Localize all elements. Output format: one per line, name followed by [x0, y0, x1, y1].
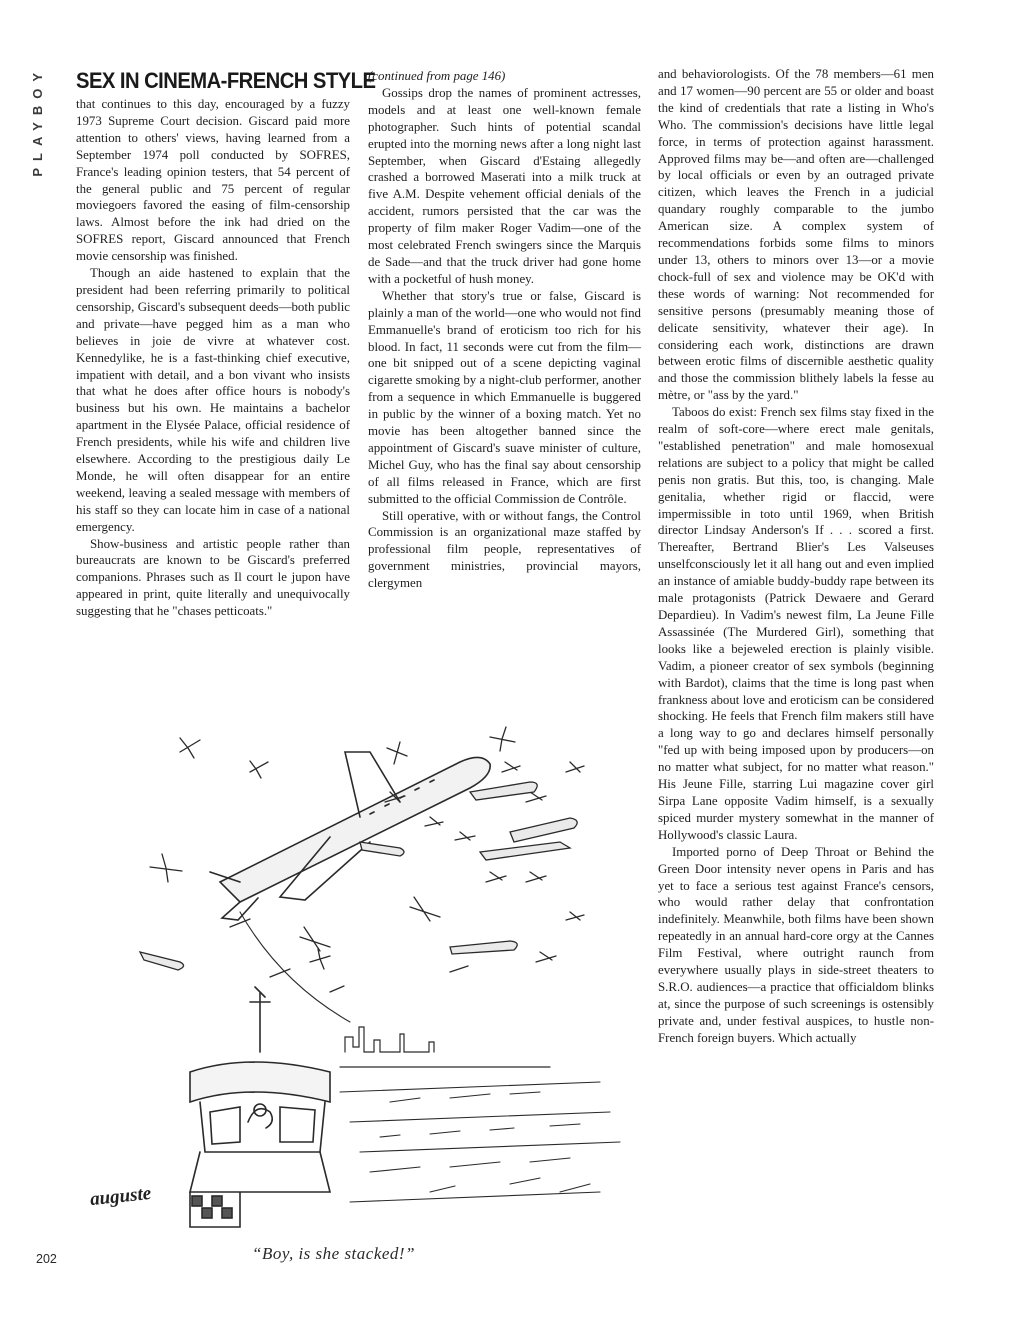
paragraph: Imported porno of Deep Throat or Behind the Green Door intensity never opens in Paris and has yet to face a serious test against France's censors, who would rather delay that confrontation indefinitely. Meanwhile, both films have been shown repeatedly in an annual hard-core orgy at the Cannes Film Festival, where outright raunch from everywhere usually plays in side-street theaters to S.R.O. audiences—a practice that officialdom blinks at, since the purpose of such screenings is ostensibly private and, under festival auspices, to hustle non-French foreign buyers. Which actually — [658, 844, 934, 1045]
control-tower-icon — [190, 987, 330, 1227]
cartoon-caption: “Boy, is she stacked!” — [252, 1244, 416, 1263]
paragraph: and behaviorologists. Of the 78 members—61 men and 17 women—90 percent are 55 or older and boast the kind of credentials that rate a listing in Who's Who. The commission's decisions have little legal force, in terms of protection against harassment. Approved films may be—and often are—challenged by local officials or even by an outraged private citizen, which leaves the French in a judicial quandary roughly comparable to the jumbo American size. A complex system of recommendations forbids some films to minors under 13, others to minors over 13—or a movie chock-full of sex and violence may be OK'd with these words of warning: Not recommended for sensitive persons (presumably meaning those of delicate sensitivity, whatever their age). In considering each work, distinctions are drawn between erotic films of discernible aesthetic quality and those the commission blithely labels la fesse au mètre, or "ass by the yard." — [658, 67, 934, 403]
paragraph: Though an aide hastened to explain that the president had been referring primarily to political censorship, Giscard's subsequent deeds—both public and private—have pegged him as a man who believes in joie de vivre at whatever cost. Kennedylike, he is a fast-thinking chief executive, impatient with detail, and a bon vivant who insists that what he does after office hours is nobody's business but his own. He maintains a bachelor apartment in the Elysée Palace, official residence of French presidents, while his wife and children live elsewhere. According to the prestigious daily Le Monde, he will often disappear for an entire weekend, leaving a sealed message with members of his staff so they can locate him in case of a national emergency. — [76, 266, 350, 534]
paragraph: Still operative, with or without fangs, the Control Commission is an organizational maze staffed by professional film people, representatives of government ministries, provincial mayors, clergymen — [368, 508, 641, 591]
masthead: PLAYBOY — [30, 66, 45, 177]
airplanes-icon — [140, 727, 584, 992]
city-skyline-icon — [340, 1027, 550, 1067]
page-number: 202 — [36, 1252, 57, 1266]
continued-note: (continued from page 146) — [368, 69, 506, 83]
paragraph: Whether that story's true or false, Giscard is plainly a man of the world—one who would not find Emmanuelle's brand of eroticism too rich for his blood. In fact, 11 seconds were cut from the film—one bit snipped out of a scene depicting vaginal cigarette smoking by a night-club performer, another from a sequence in which Emmanuelle is buggered in public by the winner of a boxing match. Yet no movie has been altogether banned since the appointment of Giscard's suave minister of culture, Michel Guy, who has the final say about censorship of all films released in France, which are first submitted to the official Commission de Contrôle. — [368, 288, 641, 506]
paragraph: that continues to this day, encouraged by a fuzzy 1973 Supreme Court decision. Giscard paid more attention to others' views, having learned from a September 1974 poll conducted by SOFRES, France's leading opinion testers, that 54 percent of the general public and 75 percent of regular moviegoers favored the easing of film-censorship laws. Almost before the ink had dried on the SOFRES report, Giscard announced that French movie censorship was finished. — [76, 97, 350, 264]
article-headline: SEX IN CINEMA-FRENCH STYLE — [76, 68, 376, 93]
paragraph: Show-business and artistic people rather than bureaucrats are known to be Giscard's preferred companions. Phrases such as Il court le jupon have appeared in print, quite literally and unequivocally suggesting that he "chases petticoats." — [76, 536, 350, 619]
column-1 — [76, 68, 376, 620]
paragraph: Taboos do exist: French sex films stay fixed in the realm of soft-core—where erect male genitals, "established penetration" and male homosexual relations are subject to a policy that might be called penis non gratis. But this, too, is changing. Male genitalia, whether rigid or flaccid, were impermissible in toto until 1969, when British director Lindsay Anderson's If . . . scored a first. Thereafter, Bertrand Blier's Les Valseuses unselfconsciously let it all hang out and even implied an instance of amiable buddy-buddy rape between its male protagonists (Patrick Dewaere and Gerard Depardieu). In Vadim's newest film, La Jeune Fille Assassinée (The Murdered Girl), something that looks like a bejeweled erection is plainly visible. Vadim, a pioneer creator of sex symbols (beginning with Bardot), claims that the time is long past when frankness about love and eroticism can be considered shocking. He feels that French film makers still have a long way to go and declares himself personally "fed up with being imposed upon by producers—on no matter what subject, for no matter what reason." His Jeune Fille, starring Lui magazine cover girl Sirpa Lane opposite Vadim himself, is a sexually spiced murder mystery somewhat in the manner of Hollywood's classic Laura. — [658, 405, 934, 842]
artist-signature: auguste — [89, 1182, 153, 1211]
cartoon-illustration — [130, 722, 635, 1232]
paragraph: Gossips drop the names of prominent actresses, models and at least one well-known female photographer. Such hints of potential scandal erupted into the morning news after a long night last September, when Giscard d'Estaing allegedly crashed a borrowed Maserati into a milk truck at five A.M. Despite vehement official denials of the accident, rumors persisted that the car was the property of film maker Roger Vadim—one of the most celebrated French swingers since the Marquis de Sade—and that the truck driver had gone home with a pocketful of hush money. — [368, 85, 641, 286]
jumbo-jet-icon — [210, 752, 490, 920]
column-3 — [658, 66, 934, 1047]
column-2 — [368, 68, 641, 592]
airport-ground-icon — [340, 1082, 620, 1202]
